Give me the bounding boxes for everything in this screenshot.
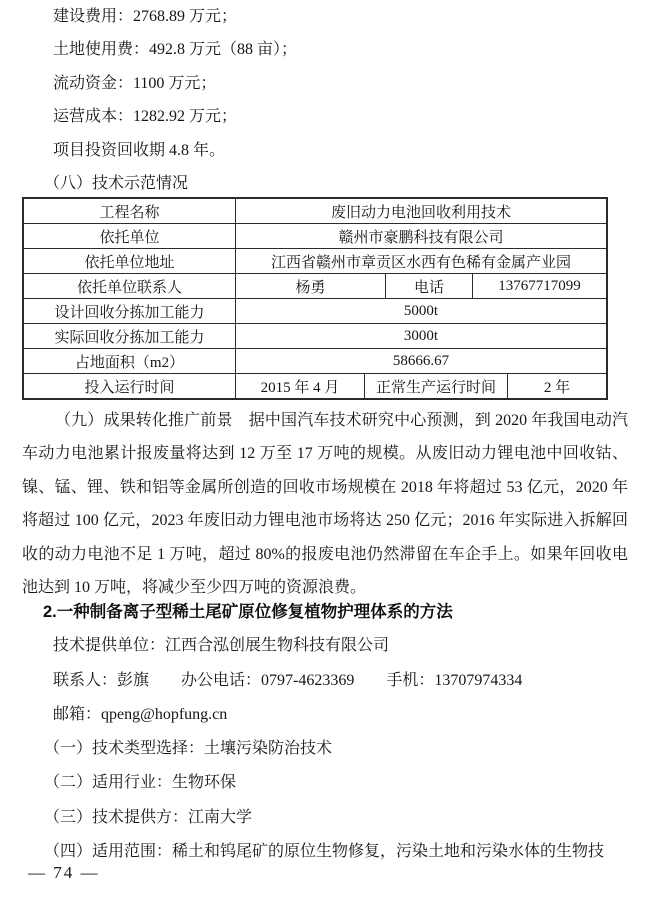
payback-period-line: 项目投资回收期 4.8 年。 — [53, 141, 226, 159]
row-label: 依托单位地址 — [84, 254, 175, 271]
construction-cost-line: 建设费用：2768.89 万元； — [53, 8, 238, 25]
row-label: 设计回收分拣加工能力 — [54, 304, 205, 321]
section-9-paragraph: （九）成果转化推广前景 据中国汽车技术研究中心预测，到 2020 年我国电动汽车动力电池累计报废量将达到 12 万至 17 万吨的规模。从废旧动力锂电池中回收钴、镍、锰、锂、铁和铝等金属所创造的回收市场规模在 2018 年将超过 53 亿元，2020 年将超过 100 亿元，2023 年废旧动力锂电池市场将达 250 亿元；2016 年实际进入拆解回收的动力电池不足 1 万吨，超过 80%的报废电池仍然滞留在车企手上。如果年回收电池达到 10 万吨，将减少至少四万吨的资源浪费。 — [22, 412, 628, 597]
contact-info-line: 联系人：彭旗 办公电话：0797-4623369 手机：13707974334 — [53, 671, 523, 689]
provider-line: （三）技术提供方：江南大学 — [44, 808, 253, 826]
section-2 — [43, 595, 627, 869]
row-value: 废旧动力电池回收利用技术 — [235, 199, 606, 223]
row-label: 依托单位联系人 — [76, 279, 182, 296]
table-row-host-unit — [24, 223, 606, 248]
row-value: 58666.67 — [235, 349, 606, 373]
tech-type-line: （一）技术类型选择：土壤污染防治技术 — [44, 740, 333, 758]
industry-line: （二）适用行业：生物环保 — [44, 774, 237, 792]
section-8-heading: （八）技术示范情况 — [44, 174, 189, 192]
row-label: 依托单位 — [99, 229, 160, 246]
working-capital-line: 流动资金：1100 万元； — [53, 74, 217, 92]
operation-start: 2015 年 4 月 — [235, 374, 364, 398]
land-use-fee-line: 土地使用费：492.8 万元（88 亩）； — [53, 41, 298, 59]
normal-operation-label: 正常生产运行时间 — [364, 374, 507, 398]
row-label: 实际回收分拣加工能力 — [54, 329, 205, 346]
table-row-project-name — [24, 199, 606, 223]
table-row-design-capacity — [24, 298, 606, 323]
row-label: 工程名称 — [99, 204, 160, 221]
page-number: — 74 — — [28, 863, 100, 882]
phone-label: 电话 — [385, 274, 472, 298]
email-line: 邮箱：qpeng@hopfung.cn — [53, 705, 228, 723]
row-value: 江西省赣州市章贡区水西有色稀有金属产业园 — [235, 249, 606, 273]
cost-summary — [44, 0, 627, 200]
row-label: 投入运行时间 — [84, 379, 175, 396]
row-value: 3000t — [235, 324, 606, 348]
section-2-heading: 2.一种制备离子型稀土尾矿原位修复植物护理体系的方法 — [43, 603, 453, 621]
table-row-contact — [24, 273, 606, 298]
tech-provider-unit-line: 技术提供单位：江西合泓创展生物科技有限公司 — [53, 637, 390, 655]
scope-line: （四）适用范围：稀土和钨尾矿的原位生物修复，污染土地和污染水体的生物技 — [44, 843, 605, 861]
contact-name: 杨勇 — [235, 274, 385, 298]
table-row-operation-time — [24, 373, 606, 398]
normal-operation-value: 2 年 — [507, 374, 606, 398]
table-row-area — [24, 348, 606, 373]
row-value: 赣州市豪鹏科技有限公司 — [235, 224, 606, 248]
tech-demo-table — [22, 197, 608, 400]
table-row-actual-capacity — [24, 323, 606, 348]
table-row-host-address — [24, 248, 606, 273]
phone-number: 13767717099 — [472, 274, 606, 298]
row-label: 占地面积（m2） — [74, 354, 185, 371]
operating-cost-line: 运营成本：1282.92 万元； — [53, 108, 238, 126]
row-value: 5000t — [235, 299, 606, 323]
